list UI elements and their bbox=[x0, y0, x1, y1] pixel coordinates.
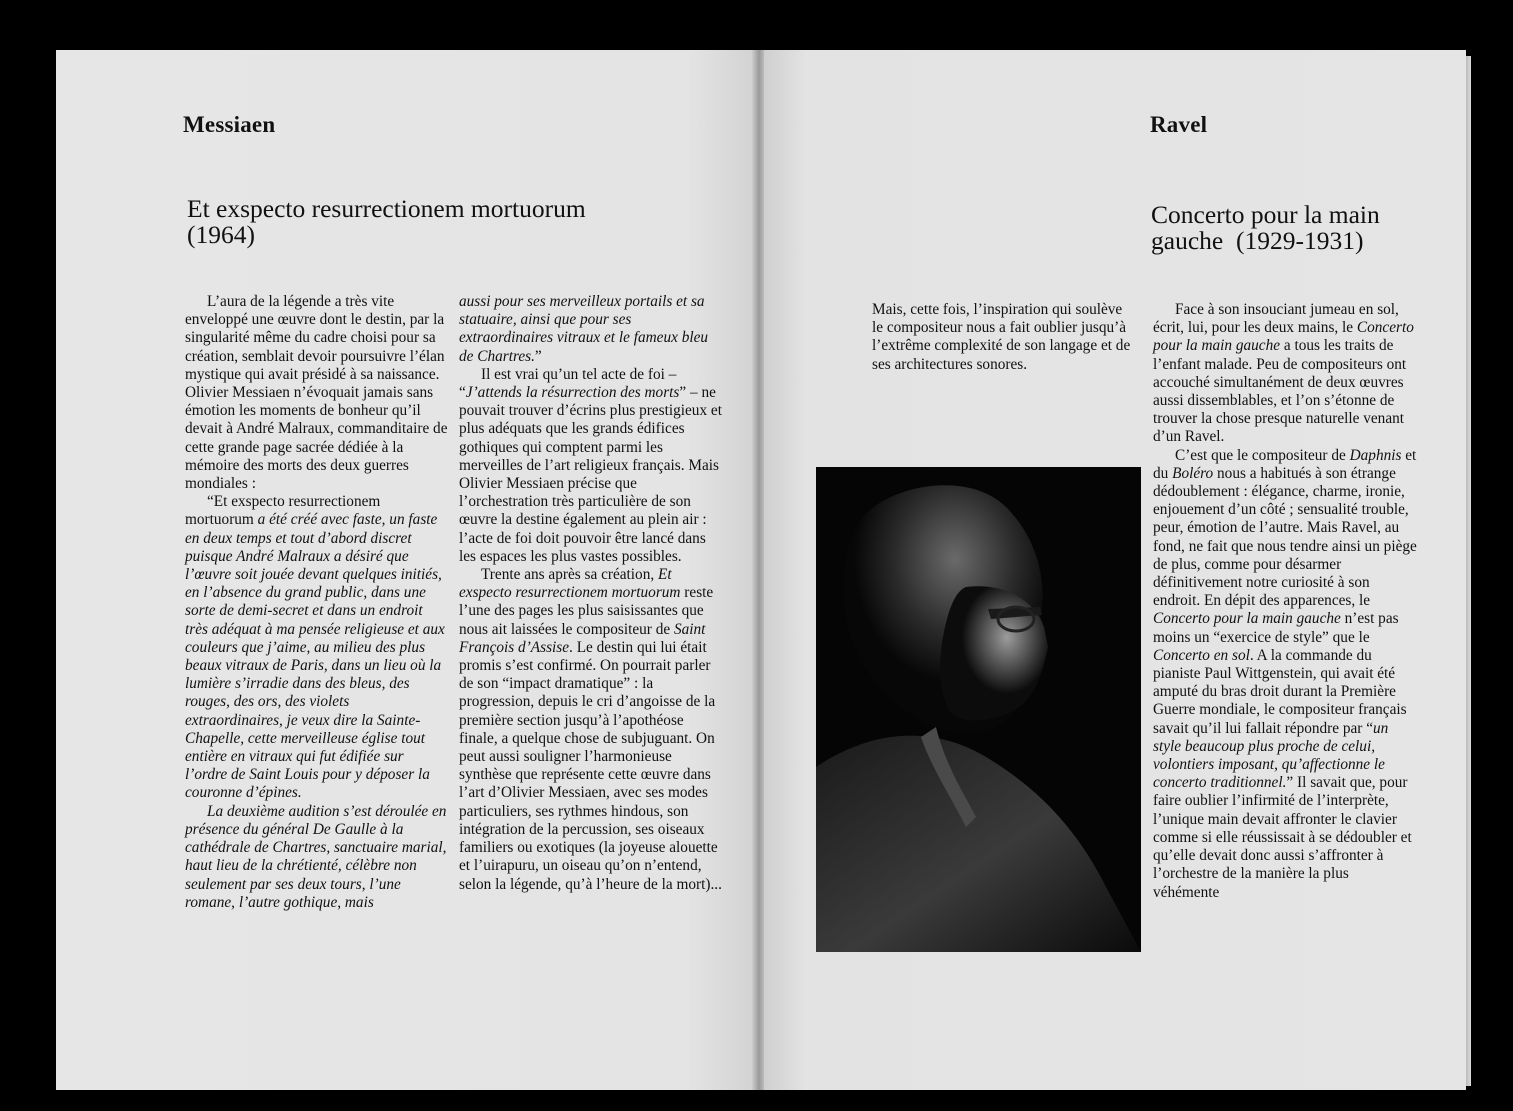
text-run: n’est pas moins un “exercice de style” que le bbox=[1153, 610, 1399, 646]
text-run: ” bbox=[534, 347, 542, 365]
text-run: C’est que le compositeur de bbox=[1175, 446, 1350, 464]
piece-title-right bbox=[1151, 202, 1380, 254]
italic-run: Concerto pour la main gauche bbox=[1153, 319, 1414, 355]
text-run: Il est vrai qu’un tel acte de foi – “ bbox=[459, 365, 677, 402]
text-run: ” – ne pouvait trouver d’écrins plus prestigieux et plus adéquats que les grands édifices gothiques qui comptent parmi les merveilles de l’art religieux français. Mais Olivier Messiaen précise que l’orchestration très particulière de son œuvre la destine également au plein air : l’acte de foi doit pouvoir être lancé dans les espaces les plus vastes possibles. bbox=[459, 384, 722, 565]
text-run: Face à son insouciant jumeau en sol, écrit, lui, pour les deux mains, le bbox=[1153, 301, 1399, 337]
portrait-silhouette-icon bbox=[816, 467, 1141, 952]
italic-run: a été créé avec faste, un faste en deux temps et tout d’abord discret puisque André Malraux a désiré que l’œuvre soit jouée devant quelques initiés, en l’absence du grand public, dans une sorte de demi-secret et dans un endroit très adéquat à ma pensée religieuse et aux couleurs que j’aime, au milieu des plus beaux vitraux de Paris, dans un lieu où la lumière s’irradie dans des bleus, des rouges, des ors, des violets extraordinaires, je veux dire la Sainte-Chapelle, cette merveilleuse église tout entière en vitraux qui fut édifiée sur l’ordre de Saint Louis pour y déposer la couronne d’épines. bbox=[185, 511, 445, 802]
composer-portrait-photo bbox=[816, 467, 1141, 952]
text-run: Mais, cette fois, l’inspiration qui soulève le compositeur nous a fait oublier jusqu’à l’extrême complexité de son langage et de ses architectures sonores. bbox=[872, 301, 1131, 373]
text-run: Trente ans après sa création, bbox=[481, 566, 658, 584]
paragraph bbox=[185, 293, 448, 493]
text-run: reste l’une des pages les plus saisissantes que nous ait laissées le compositeur de bbox=[459, 584, 714, 638]
text-run: nous a habitués à son étrange dédoublement : élégance, charme, ironie, enjouement d’un côté ; sensualité trouble, peur, émotion de l’autre. Mais Ravel, au fond, ne fait que nous tendre ainsi un piège de plus, comme pour désarmer définitivement notre curiosité à son endroit. En dépit des apparences, le bbox=[1153, 464, 1417, 610]
running-head-right: Ravel bbox=[1150, 112, 1208, 137]
italic-run: La deuxième audition s’est déroulée en présence du général De Gaulle à la cathédrale de Chartres, sanctuaire marial, haut lieu de la chrétienté, célèbre non seulement par ses deux tours, l’une romane, l’autre gothique, mais bbox=[185, 802, 447, 911]
text-column-right-1 bbox=[872, 301, 1132, 374]
italic-run: J’attends la résurrection des morts bbox=[465, 384, 680, 402]
running-head-left: Messiaen bbox=[183, 112, 276, 137]
paragraph bbox=[185, 493, 448, 802]
piece-title-left bbox=[187, 196, 586, 248]
title-line: Et exspecto resurrectionem mortuorum bbox=[187, 194, 586, 223]
paragraph bbox=[459, 566, 725, 894]
paragraph bbox=[1153, 301, 1418, 447]
text-column-left-2 bbox=[459, 293, 725, 894]
right-page bbox=[764, 50, 1466, 1090]
text-run: . A la commande du pianiste Paul Wittgenstein, qui avait été amputé du bras droit durant la Première Guerre mondiale, le compositeur français savait qu’il lui fallait répondre par “ bbox=[1153, 646, 1407, 737]
left-page bbox=[56, 50, 756, 1090]
text-run: L’aura de la légende a très vite enveloppé une œuvre dont le destin, par la singularité même du cadre choisi pour sa création, semblait devoir poursuivre l’élan mystique qui avait présidé à sa naissance. Olivier Messiaen n’évoquait jamais sans émotion les moments de bonheur qu’il devait à André Malraux, commanditaire de cette grande page sacrée dédiée à la mémoire des morts des deux guerres mondiales : bbox=[185, 293, 448, 493]
italic-run: Daphnis bbox=[1349, 446, 1402, 464]
text-column-right-2 bbox=[1153, 301, 1418, 902]
italic-run: Et exspecto resurrectionem mortuorum bbox=[459, 566, 681, 602]
italic-run: Saint François d’Assise bbox=[459, 620, 706, 656]
italic-run: Concerto en sol bbox=[1153, 646, 1250, 664]
paragraph bbox=[185, 803, 448, 912]
italic-run: Concerto pour la main gauche bbox=[1153, 610, 1341, 628]
page-edge bbox=[1466, 56, 1471, 1086]
text-run: . Le destin qui lui était promis s’est confirmé. On pourrait parler de son “impact dramatique” : la progression, depuis le cri d’angoisse de la première section jusqu’à l’apothéose finale, a quelque chose de subjuguant. On peut aussi souligner l’harmonieuse synthèse que représente cette œuvre dans l’art d’Olivier Messiaen, avec ses modes particuliers, ses rythmes hindous, son intégration de la percussion, ses oiseaux familiers ou exotiques (la joyeuse alouette et l’uirapuru, un oiseau qu’on n’entend, selon la légende, qu’à l’heure de la mort)... bbox=[459, 638, 722, 893]
paragraph bbox=[872, 301, 1132, 374]
text-run: et du bbox=[1153, 446, 1417, 482]
paragraph bbox=[459, 293, 725, 366]
title-line: Concerto pour la main bbox=[1151, 200, 1380, 229]
text-run: a tous les traits de l’enfant malade. Peu de compositeurs ont accouché simultanément de deux œuvres aussi dissemblables, et l’on s’étonne de trouver la chose presque naturelle venant d’un Ravel. bbox=[1153, 337, 1407, 446]
text-run: “Et exspecto resurrectionem mortuorum bbox=[185, 493, 381, 529]
text-column-left-1 bbox=[185, 293, 448, 912]
title-line: (1964) bbox=[187, 220, 255, 249]
paragraph bbox=[459, 366, 725, 566]
italic-run: un style beaucoup plus proche de celui, volontiers imposant, qu’affectionne le concerto traditionnel. bbox=[1153, 719, 1389, 792]
title-line: gauche (1929-1931) bbox=[1151, 226, 1364, 255]
italic-run: Boléro bbox=[1172, 464, 1214, 482]
text-run: ” Il savait que, pour faire oublier l’infirmité de l’interprète, l’unique main devait affronter le clavier comme si elle réussissait à se dédoubler et qu’elle devait donc aussi s’affronter à l’orchestre de la manière la plus véhémente bbox=[1153, 774, 1412, 901]
italic-run: aussi pour ses merveilleux portails et sa statuaire, ainsi que pour ses extraordinaires vitraux et le fameux bleu de Chartres. bbox=[459, 293, 709, 365]
paragraph bbox=[1153, 447, 1418, 902]
